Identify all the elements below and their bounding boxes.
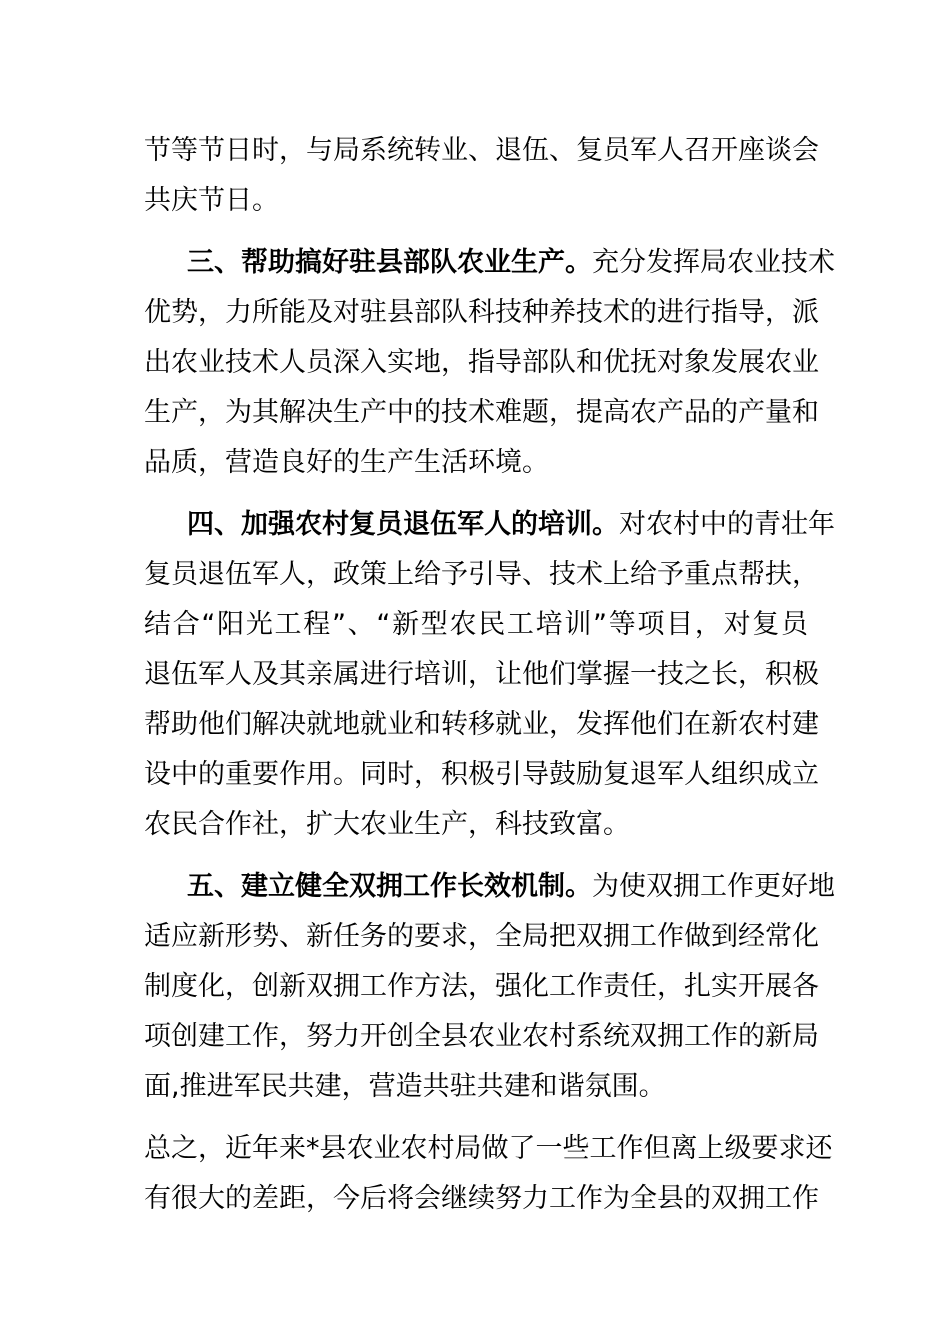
text-line xyxy=(144,500,835,550)
text-line: 制度化，创新双拥工作方法，强化工作责任，扎实开展各 xyxy=(144,971,819,1002)
paragraph-continuation xyxy=(144,126,819,226)
text-line: 适应新形势、新任务的要求，全局把双拥工作做到经常化 xyxy=(144,921,819,952)
text-line: 项创建工作，努力开创全县农业农村系统双拥工作的新局 xyxy=(144,1021,819,1052)
paragraph-section-3 xyxy=(144,238,835,488)
paragraph-section-5 xyxy=(144,862,835,1112)
text-line: 节等节日时，与局系统转业、退伍、复员军人召开座谈会 xyxy=(144,135,819,166)
text-run: 对农村中的青壮年 xyxy=(619,509,835,540)
text-line: 农民合作社，扩大农业生产，科技致富。 xyxy=(144,809,630,840)
text-run: 为使双拥工作更好地 xyxy=(592,871,835,902)
text-line: 总之，近年来*县农业农村局做了一些工作但离上级要求还 xyxy=(144,1133,833,1164)
text-line xyxy=(144,862,835,912)
text-line xyxy=(144,238,835,288)
text-line: 优势，力所能及对驻县部队科技种养技术的进行指导，派 xyxy=(144,297,819,328)
text-line: 设中的重要作用。同时，积极引导鼓励复退军人组织成立 xyxy=(144,759,819,790)
paragraph-section-4 xyxy=(144,500,835,850)
section-heading: 三、帮助搞好驻县部队农业生产。 xyxy=(187,247,592,278)
text-line: 品质，营造良好的生产生活环境。 xyxy=(144,447,549,478)
section-heading: 四、加强农村复员退伍军人的培训。 xyxy=(187,509,619,540)
text-run: 充分发挥局农业技术 xyxy=(592,247,835,278)
text-line: 面,推进军民共建，营造共驻共建和谐氛围。 xyxy=(144,1071,666,1102)
text-line: 退伍军人及其亲属进行培训，让他们掌握一技之长，积极 xyxy=(144,659,819,690)
text-line: 共庆节日。 xyxy=(144,185,279,216)
section-heading: 五、建立健全双拥工作长效机制。 xyxy=(187,871,592,902)
text-line: 复员退伍军人，政策上给予引导、技术上给予重点帮扶， xyxy=(144,559,819,590)
text-line: 出农业技术人员深入实地，指导部队和优抚对象发展农业 xyxy=(144,347,819,378)
text-line: 帮助他们解决就地就业和转移就业，发挥他们在新农村建 xyxy=(144,709,819,740)
document-page xyxy=(144,126,835,1224)
text-line: 生产，为其解决生产中的技术难题，提高农产品的产量和 xyxy=(144,397,819,428)
paragraph-conclusion xyxy=(144,1124,833,1224)
text-line: 有很大的差距，今后将会继续努力工作为全县的双拥工作 xyxy=(144,1183,819,1214)
text-line: 结合“阳光工程”、“新型农民工培训”等项目，对复员 xyxy=(144,609,808,640)
